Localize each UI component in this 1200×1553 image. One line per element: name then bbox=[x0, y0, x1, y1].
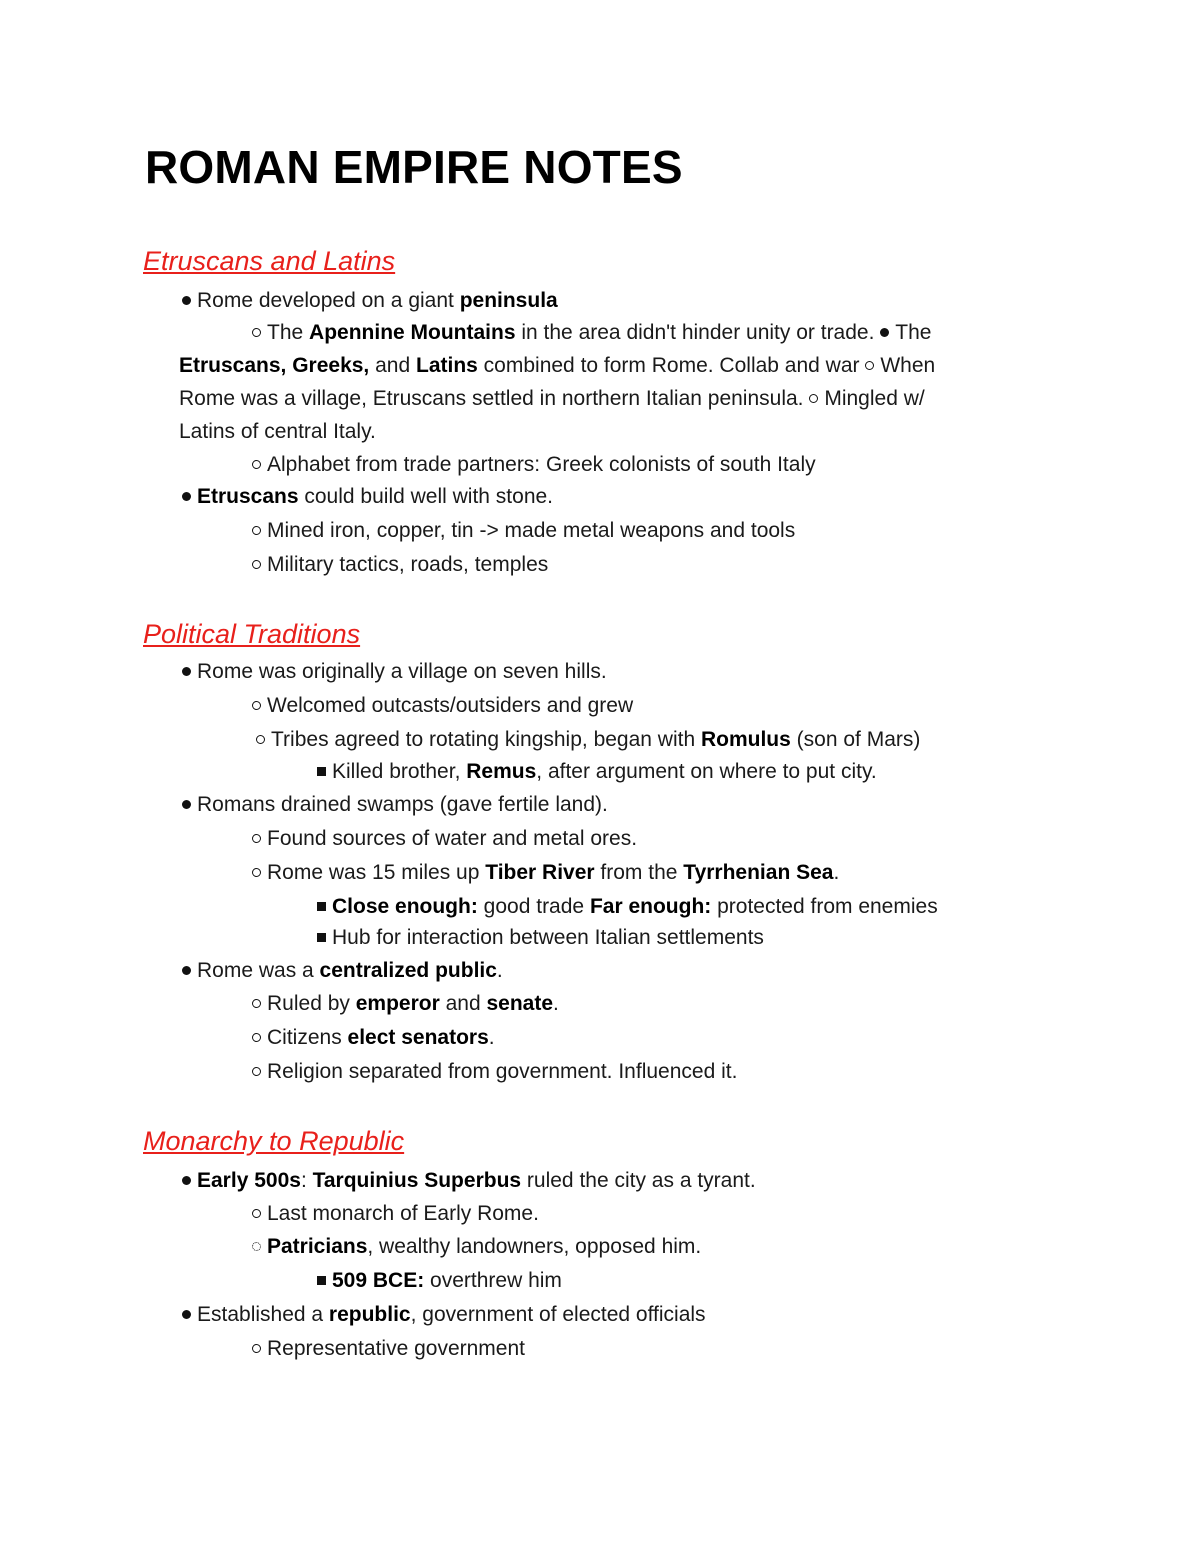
bullet-square-icon bbox=[317, 933, 326, 942]
note-text: Rome was originally a village on seven hills. bbox=[197, 660, 607, 683]
note-text: Last monarch of Early Rome. bbox=[267, 1202, 539, 1225]
note-text: The bbox=[267, 321, 310, 344]
list-item bbox=[182, 659, 607, 685]
note-text: Latins of central Italy. bbox=[179, 420, 376, 443]
list-item bbox=[182, 1168, 756, 1194]
bullet-circle-icon bbox=[252, 560, 261, 569]
note-text: Mingled w/ bbox=[824, 387, 925, 410]
list-item bbox=[317, 759, 877, 785]
list-item bbox=[317, 925, 764, 951]
note-text: The bbox=[895, 321, 932, 344]
bullet-circle-icon bbox=[252, 999, 261, 1008]
bold-term: centralized public bbox=[319, 959, 497, 982]
list-item bbox=[179, 386, 925, 412]
note-text: . bbox=[553, 992, 559, 1015]
note-text: Representative government bbox=[267, 1337, 525, 1360]
bold-term: Far enough: bbox=[589, 895, 712, 918]
bold-term: Remus bbox=[466, 760, 537, 783]
note-text: Mined iron, copper, tin -> made metal weapons and tools bbox=[267, 519, 796, 542]
bold-term: peninsula bbox=[459, 289, 558, 312]
bullet-circle-icon bbox=[252, 460, 261, 469]
note-text: (son of Mars) bbox=[790, 728, 921, 751]
bullet-circle-icon bbox=[252, 701, 261, 710]
list-item bbox=[252, 1025, 495, 1051]
list-item bbox=[182, 792, 608, 818]
bold-term: Early 500s bbox=[197, 1169, 301, 1192]
bullet-square-icon bbox=[317, 767, 326, 776]
list-item bbox=[179, 353, 935, 379]
note-text: protected from enemies bbox=[711, 895, 938, 918]
note-text: When bbox=[880, 354, 936, 377]
bullet-dot-icon bbox=[182, 1310, 191, 1319]
note-text: Rome was 15 miles up bbox=[267, 861, 486, 884]
bold-term: Etruscans, Greeks, bbox=[179, 354, 370, 377]
list-item bbox=[252, 860, 839, 886]
bullet-square-icon bbox=[317, 902, 326, 911]
list-item bbox=[252, 991, 559, 1017]
note-text: , wealthy landowners, opposed him. bbox=[367, 1235, 702, 1258]
note-text: good trade bbox=[477, 895, 590, 918]
note-text: and bbox=[439, 992, 487, 1015]
bullet-circle-icon bbox=[809, 394, 818, 403]
list-item bbox=[317, 894, 938, 920]
note-text: could build well with stone. bbox=[298, 485, 554, 508]
note-text: Ruled by bbox=[267, 992, 356, 1015]
bullet-circle-icon bbox=[252, 328, 261, 337]
note-text: , government of elected officials bbox=[410, 1303, 706, 1326]
note-text: . bbox=[833, 861, 840, 884]
bold-term: Close enough: bbox=[332, 895, 478, 918]
list-item bbox=[179, 419, 376, 445]
note-text: overthrew him bbox=[424, 1269, 562, 1292]
bold-term: Latins bbox=[416, 354, 478, 377]
note-text: combined to form Rome. Collab and war bbox=[477, 354, 866, 377]
note-text: Romans drained swamps (gave fertile land). bbox=[197, 793, 608, 816]
section-heading: Etruscans and Latins bbox=[143, 246, 396, 276]
list-item bbox=[252, 1234, 701, 1260]
list-item bbox=[252, 1336, 525, 1362]
page-title: ROMAN EMPIRE NOTES bbox=[145, 141, 683, 193]
note-text: Tribes agreed to rotating kingship, began with bbox=[271, 728, 701, 751]
note-text: in the area didn't hinder unity or trade. bbox=[515, 321, 881, 344]
note-text: : bbox=[300, 1169, 313, 1192]
list-item bbox=[182, 1302, 706, 1328]
bold-term: republic bbox=[328, 1303, 411, 1326]
bold-term: elect senators bbox=[347, 1026, 489, 1049]
bullet-dot-icon bbox=[182, 1176, 191, 1185]
note-text: Killed brother, bbox=[332, 760, 467, 783]
bullet-dot-icon bbox=[880, 328, 889, 337]
list-item bbox=[252, 1201, 539, 1227]
bold-term: emperor bbox=[355, 992, 440, 1015]
note-text: Citizens bbox=[267, 1026, 348, 1049]
list-item bbox=[182, 484, 553, 510]
bold-term: Tiber River bbox=[485, 861, 595, 884]
note-text: Religion separated from government. Influenced it. bbox=[267, 1060, 738, 1083]
bullet-circle-icon bbox=[256, 735, 265, 744]
list-item bbox=[252, 552, 548, 578]
bold-term: Tarquinius Superbus bbox=[312, 1169, 522, 1192]
list-item bbox=[256, 727, 920, 753]
note-text: Hub for interaction between Italian settlements bbox=[332, 926, 764, 949]
bullet-square-icon bbox=[317, 1276, 326, 1285]
bullet-circle-icon bbox=[252, 1033, 261, 1042]
bullet-circle-icon bbox=[865, 361, 874, 370]
bold-term: Etruscans bbox=[197, 485, 299, 508]
bullet-dot-icon bbox=[182, 800, 191, 809]
bold-term: Tyrrhenian Sea bbox=[683, 861, 834, 884]
list-item bbox=[252, 693, 633, 719]
note-text: ruled the city as a tyrant. bbox=[521, 1169, 756, 1192]
bullet-dot-icon bbox=[182, 667, 191, 676]
note-text: Rome developed on a giant bbox=[197, 289, 460, 312]
bullet-dot-icon bbox=[182, 492, 191, 501]
bold-term: Romulus bbox=[700, 728, 791, 751]
list-item bbox=[252, 452, 816, 478]
note-text: Alphabet from trade partners: Greek colonists of south Italy bbox=[267, 453, 816, 476]
bullet-dot-icon bbox=[182, 966, 191, 975]
list-item bbox=[317, 1268, 562, 1294]
list-item bbox=[252, 320, 931, 346]
note-text: . bbox=[488, 1026, 495, 1049]
note-text: Welcomed outcasts/outsiders and grew bbox=[267, 694, 634, 717]
bold-term: 509 BCE: bbox=[332, 1269, 425, 1292]
note-text: . bbox=[496, 959, 503, 982]
bullet-circle-icon bbox=[252, 1209, 261, 1218]
list-item bbox=[182, 958, 503, 984]
note-text: , after argument on where to put city. bbox=[536, 760, 877, 783]
section-heading: Monarchy to Republic bbox=[143, 1126, 405, 1156]
bullet-dot-icon bbox=[182, 296, 191, 305]
list-item bbox=[182, 288, 558, 314]
bullet-circle-icon bbox=[252, 834, 261, 843]
note-text: from the bbox=[594, 861, 684, 884]
note-text: Found sources of water and metal ores. bbox=[267, 827, 638, 850]
bullet-circle-icon bbox=[252, 1067, 261, 1076]
list-item bbox=[252, 518, 795, 544]
bullet-circle-icon bbox=[252, 1344, 261, 1353]
note-text: Rome was a village, Etruscans settled in northern Italian peninsula. bbox=[179, 387, 810, 410]
bullet-circle-icon bbox=[252, 868, 261, 877]
bold-term: Patricians bbox=[267, 1235, 368, 1258]
list-item bbox=[252, 1059, 737, 1085]
note-text: Rome was a bbox=[197, 959, 320, 982]
note-text: Military tactics, roads, temples bbox=[267, 553, 549, 576]
bullet-circle-icon bbox=[252, 526, 261, 535]
note-text: and bbox=[369, 354, 416, 377]
note-text: Established a bbox=[197, 1303, 329, 1326]
section-heading: Political Traditions bbox=[143, 619, 361, 649]
bullet-dotted-circle-icon bbox=[252, 1242, 261, 1251]
list-item bbox=[252, 826, 637, 852]
bold-term: senate bbox=[486, 992, 554, 1015]
bold-term: Apennine Mountains bbox=[309, 321, 516, 344]
